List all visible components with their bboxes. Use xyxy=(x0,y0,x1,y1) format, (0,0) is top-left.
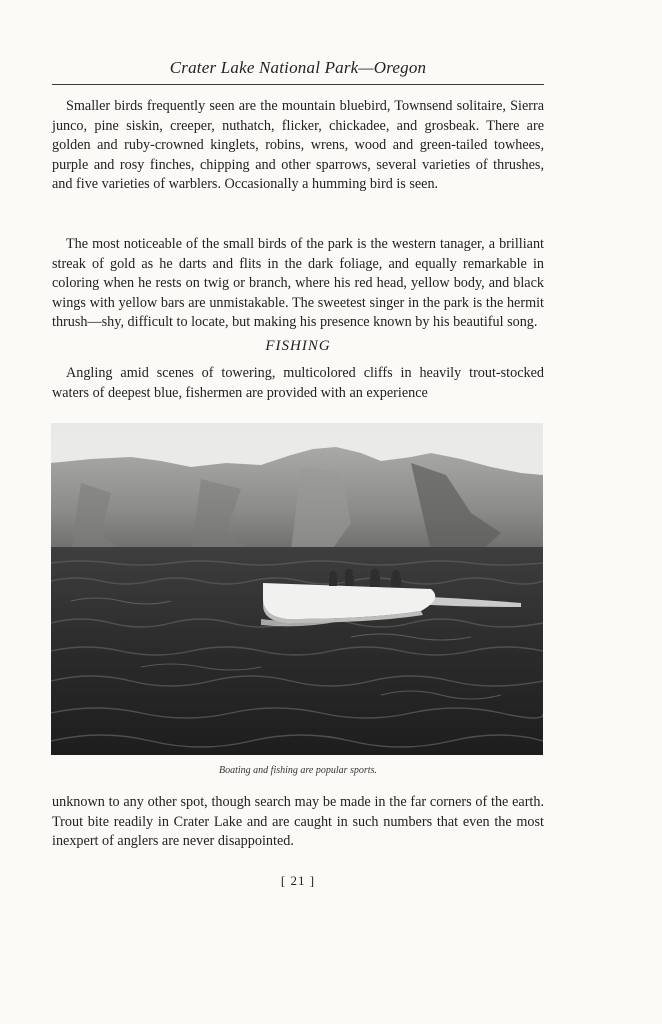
paragraph-small-birds: Smaller birds frequently seen are the mountain bluebird, Townsend solitaire, Sierra junco, pine siskin, creeper, nuthatch, flicker, chickadee, and grosbeak. There are golden and ruby-crowned kinglets, robins, wrens, wood and green-tailed towhees, purple and rosy finches, chipping and other sparrows, several varieties of thrushes, and five varieties of warblers. Occasionally a humming bird is seen. xyxy=(52,98,544,193)
paragraph-fishing-continued: unknown to any other spot, though search may be made in the far corners of the earth. Trout bite readily in Crater Lake and are caught in such numbers that even the most inexpert of anglers are never disappointed. xyxy=(52,794,544,850)
paragraph-fishing-intro: Angling amid scenes of towering, multicolored cliffs in heavily trout-stocked waters of deepest blue, fishermen are provided with an experience xyxy=(52,365,544,401)
section-heading-fishing: FISHING xyxy=(265,338,331,354)
running-head: Crater Lake National Park—Oregon xyxy=(169,58,427,77)
paragraph-western-tanager: The most noticeable of the small birds of the park is the western tanager, a brilliant streak of gold as he darts and flits in the dark foliage, and equally remarkable in coloring when he rests on twig or branch, where his red head, yellow body, and black wings with yellow bars are unmistakable. The sweetest singer in the park is the hermit thrush—shy, difficult to locate, but making his presence known by his beautiful song. xyxy=(52,236,544,331)
page-number: [ 21 ] xyxy=(280,873,316,888)
photo-caption: Boating and fishing are popular sports. xyxy=(219,765,377,776)
header-rule xyxy=(52,84,544,85)
boating-photo xyxy=(51,423,543,755)
